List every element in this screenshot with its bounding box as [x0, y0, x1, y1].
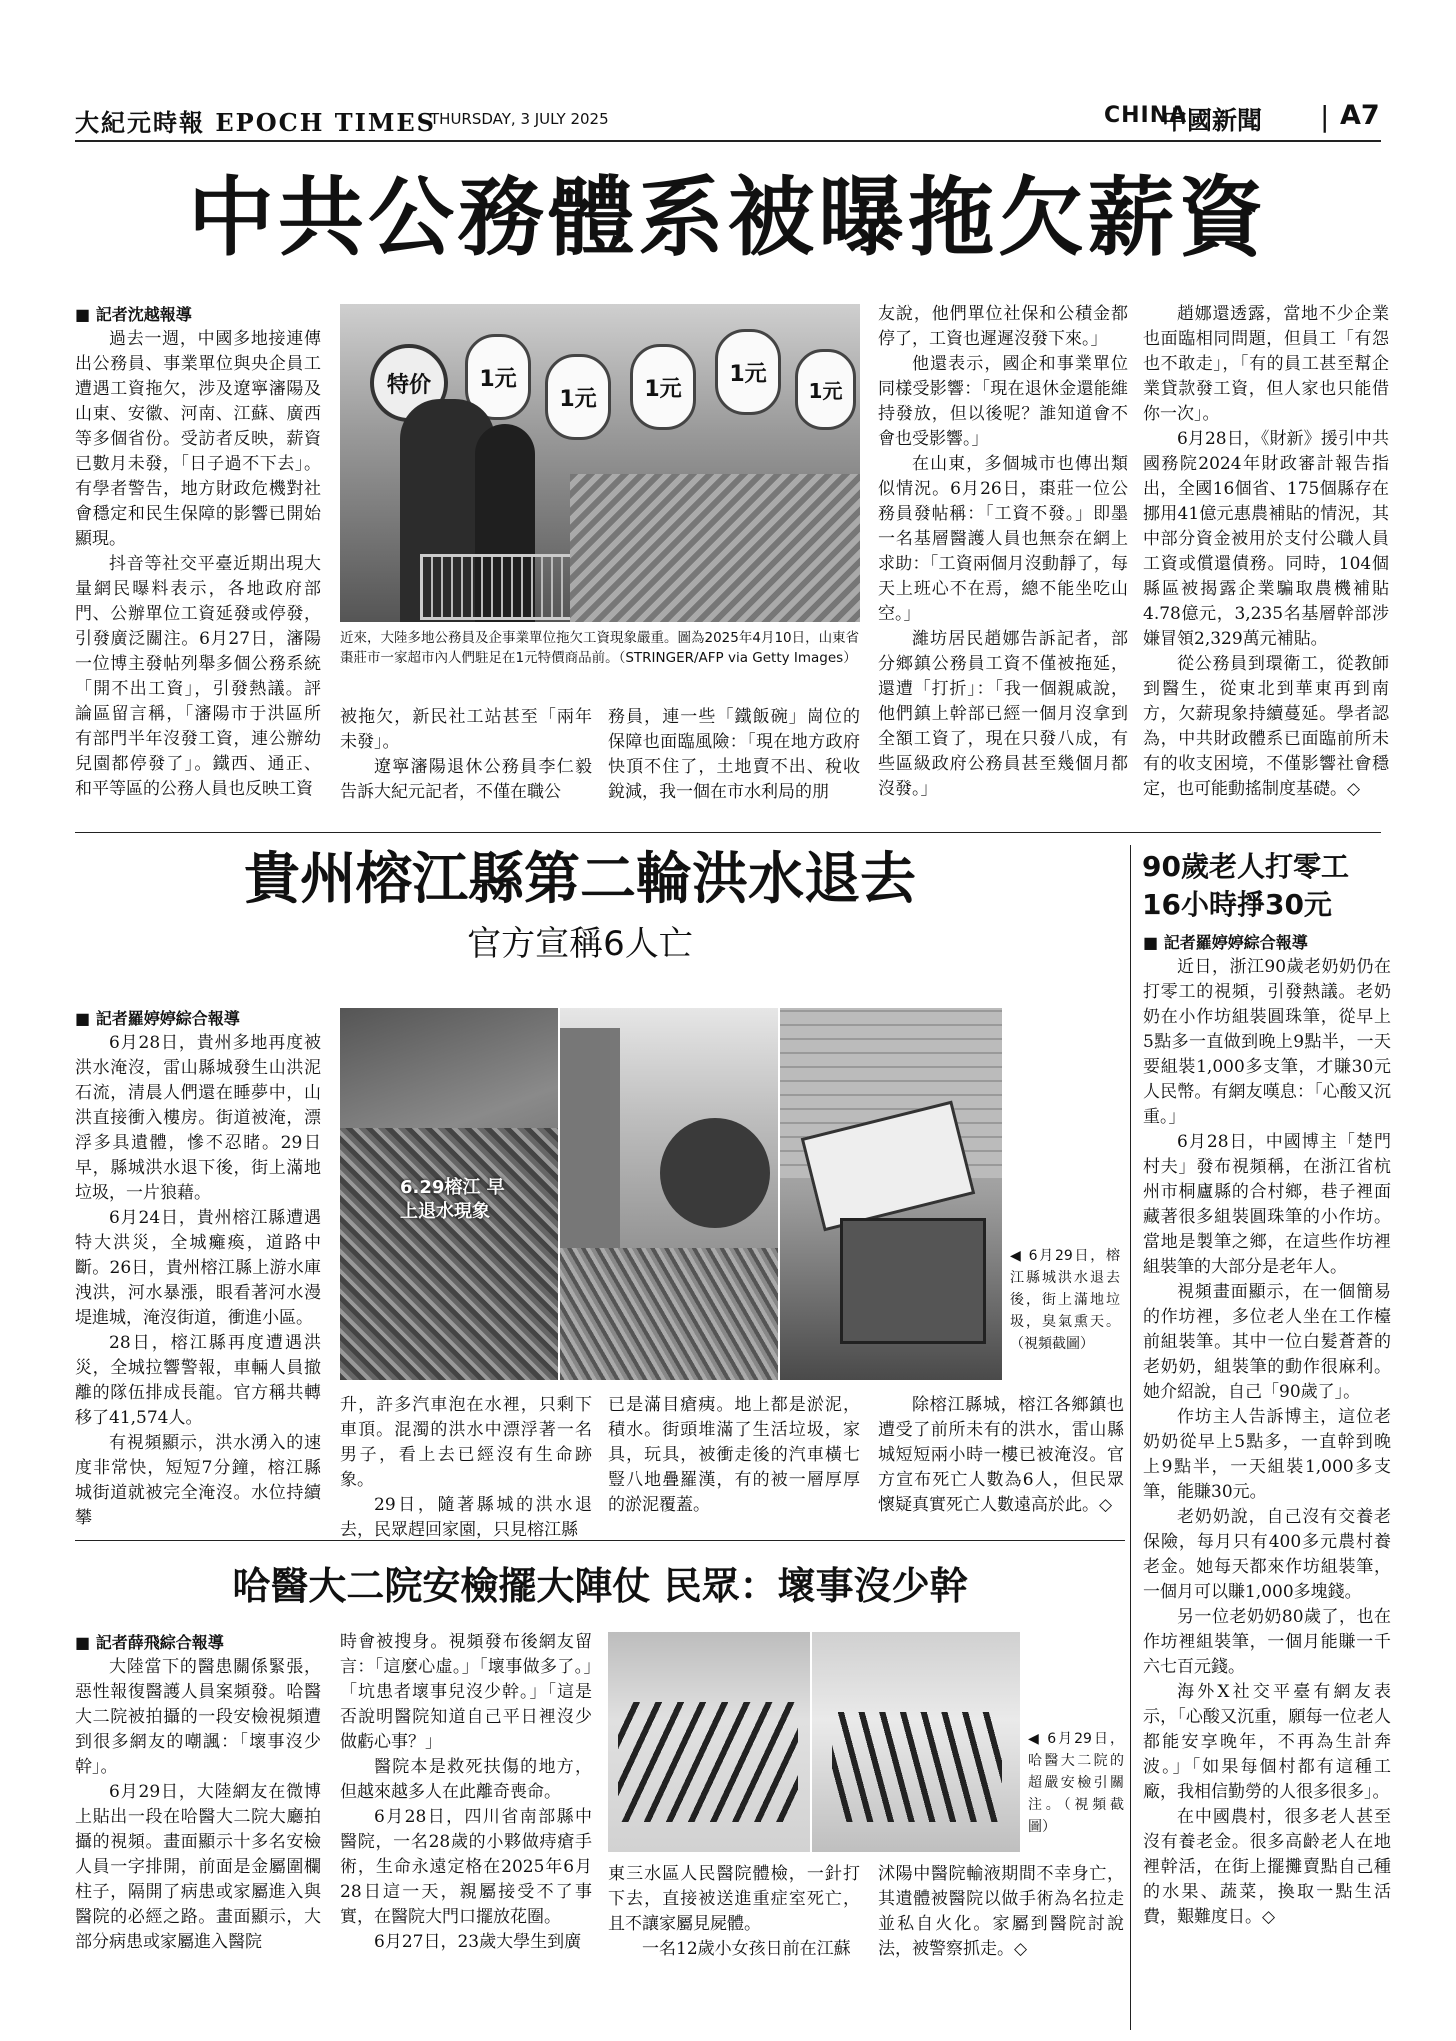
masthead-date: THURSDAY, 3 JULY 2025: [430, 110, 609, 128]
story4-p6: 另一位老奶奶80歲了，也在作坊裡組裝筆，一個月能賺一千六七百元錢。: [1143, 1607, 1391, 1677]
story4-body: [1143, 930, 1391, 2030]
price-sign-text: 1元: [808, 379, 843, 403]
story3-col2-p2: 醫院本是救死扶傷的地方，但越來越多人在此離奇喪命。: [340, 1757, 592, 1802]
story2-col4: [878, 1393, 1124, 1525]
story2-col3: [608, 1393, 860, 1525]
story2-byline: ■ 記者羅婷婷綜合報導: [75, 1006, 321, 1031]
hospital-photo-1: [608, 1632, 810, 1852]
story3-col1: [75, 1630, 321, 2030]
page-number: A7: [1340, 100, 1380, 131]
story1-col3-p1: 務員，連一些「鐵飯碗」崗位的保障也面臨風險：「現在地方政府快頂不住了，土地賣不出、稅收銳減，我一個在市水利局的朋: [608, 707, 860, 802]
story3-col2-p1: 時會被搜身。視頻發布後網友留言：「這麼心虛。」「壞事做多了。」「坑患者壞事兒沒少幹。」「這是否說明醫院知道自己平日裡沒少做虧心事？」: [340, 1632, 592, 1752]
story1-headline: 中共公務體系被曝拖欠薪資: [188, 168, 1268, 268]
price-sign: [795, 349, 856, 430]
price-sign: [545, 354, 611, 440]
story1-col5-p3: 從公務員到環衛工，從教師到醫生，從東北到華東再到南方，欠薪現象持續蔓延。學者認為，中共財政體系已面臨前所未有的收支困境，不僅影響社會穩定，也可能動搖制度基礎。◇: [1143, 654, 1389, 799]
story3-byline: ■ 記者薛飛綜合報導: [75, 1630, 321, 1655]
story3-col2: [340, 1630, 592, 2030]
story2-col1-p4: 有視頻顯示，洪水湧入的速度非常快，短短7分鐘，榕江縣城街道就被完全淹沒。水位持續攀: [75, 1433, 321, 1528]
story3-headline: 哈醫大二院安檢擺大陣仗 民眾：壞事沒少幹: [232, 1564, 968, 1608]
story3-col4-p1: 沭陽中醫院輸液期間不幸身亡，其遺體被醫院以做手術為名拉走並私自火化。家屬到醫院討說法，被警察抓走。◇: [878, 1864, 1124, 1959]
story2-photo-caption: ◀ 6月29日，榕江縣城洪水退去後，街上滿地垃圾，臭氣熏天。（視頻截圖）: [1010, 1248, 1120, 1352]
story4-p2: 6月28日，中國博主「楚門村夫」發布視頻稱，在浙江省杭州市桐廬縣的合村鄉，巷子裡面藏著很多組裝圓珠筆的小作坊。當地是製筆之鄉，在這些作坊裡組裝筆的大部分是老年人。: [1143, 1132, 1391, 1277]
flood-photo-3: [780, 1008, 1002, 1380]
story1-col5-p1: 趙娜還透露，當地不少企業也面臨相同問題，但員工「有怨也不敢走」，「有的員工甚至幫企業貸款發工資，但人家也只能借你一次」。: [1143, 304, 1389, 424]
tree-canopy: [660, 1118, 770, 1228]
story4-headline-line2: 16小時掙30元: [1142, 888, 1332, 921]
price-sign: [630, 344, 696, 430]
story4-p8: 在中國農村，很多老人甚至沒有養老金。很多高齡老人在地裡幹活，在街上擺攤賣點自己種的水果、蔬菜，換取一點生活費，艱難度日。◇: [1143, 1807, 1391, 1927]
story4-p3: 視頻畫面顯示，在一個簡易的作坊裡，多位老人坐在工作檯前組裝筆。其中一位白髮蒼蒼的老奶奶，組裝筆的動作很麻利。她介紹說，自己「90歲了」。: [1143, 1282, 1391, 1402]
story2-col2: [340, 1393, 592, 1540]
story3-col1-p1: 大陸當下的醫患關係緊張，惡性報復醫護人員案頻發。哈醫大二院被拍攝的一段安檢視頻遭到很多網友的嘲諷：「壞事沒少幹」。: [75, 1657, 321, 1777]
flood-photo-1: [340, 1008, 558, 1380]
story1-col1-p1: 過去一週，中國多地接連傳出公務員、事業單位與央企員工遭遇工資拖欠，涉及遼寧瀋陽及山東、安徽、河南、江蘇、廣西等多個省份。受訪者反映，薪資已數月未發，「日子過不下去」。有學者警告，地方財政危機對社會穩定和民生保障的影響已開始顯現。: [75, 329, 321, 549]
price-sign-text: 特价: [386, 372, 431, 398]
flood-photo-overlay: 6.29榕江 早上退水現象: [400, 1177, 505, 1222]
story1-col4-p4: 濰坊居民趙娜告訴記者，部分鄉鎮公務員工資不僅被拖延，還遭「打折」：「我一個親戚說，他們鎮上幹部已經一個月沒拿到全額工資了，現在只發八成，有些區級政府公務員甚至幾個月都沒發。」: [878, 629, 1128, 799]
story1-col5-p2: 6月28日，《財新》援引中共國務院2024年財政審計報告指出，全國16個省、175個縣存在挪用41億元惠農補貼的情況，其中部分資金被用於支付公職人員工資或償還債務。同時，104個縣區被揭露企業騙取農機補貼4.78億元，3,235名基層幹部涉嫌冒領2,329萬元補貼。: [1143, 429, 1389, 649]
masthead-logo: 大紀元時報 EPOCH TIMES: [75, 108, 437, 137]
story1-col2-p2: 遼寧瀋陽退休公務員李仁毅告訴大紀元記者，不僅在職公: [340, 757, 592, 802]
story1-col4-p1: 友說，他們單位社保和公積金都停了，工資也遲遲沒發下來。」: [878, 304, 1128, 349]
security-line: [618, 1702, 798, 1822]
story2-col1: [75, 1006, 321, 1526]
story1-col1-p2: 抖音等社交平臺近期出現大量網民曝料表示，各地政府部門、公辦單位工資延發或停發，引發廣泛關注。6月27日，瀋陽一位博主發帖列舉多個公務系統「開不出工資」，引發熱議。評論區留言稱，「瀋陽市于洪區所有部門半年沒發工資，連公辦幼兒園都停發了」。鐵西、通正、和平等區的公務人員也反映工資: [75, 554, 321, 799]
story1-supermarket-photo: [340, 304, 860, 622]
story2-col1-p3: 28日，榕江縣再度遭遇洪災，全城拉響警報，車輛人員撤離的隊伍排成長龍。官方稱共轉移了41,574人。: [75, 1333, 321, 1428]
sidebar-divider: [1130, 845, 1131, 2030]
story1-photo-caption: 近來，大陸多地公務員及企事業單位拖欠工資現象嚴重。圖為2025年4月10日，山東省棗莊市一家超市內人們駐足在1元特價商品前。（STRINGER/AFP via Getty Images）: [340, 630, 860, 666]
story2-col4-p1: 除榕江縣城，榕江各鄉鎮也遭受了前所未有的洪水，雷山縣城短短兩小時一樓已被淹沒。官方宣布死亡人數為6人，但民眾懷疑真實死亡人數遠高於此。◇: [878, 1395, 1124, 1515]
price-sign-text: 1元: [559, 386, 597, 412]
story4-p7: 海外X社交平臺有網友表示，「心酸又沉重，願每一位老人都能安享晚年，不再為生計奔波。」「如果每個村都有這種工廠，我相信勤勞的人很多很多」。: [1143, 1682, 1391, 1802]
story3-col2-p3: 6月28日，四川省南部縣中醫院，一名28歲的小夥做痔瘡手術，生命永遠定格在2025年6月28日這一天，親屬接受不了事實，在醫院大門口擺放花圈。: [340, 1807, 592, 1927]
story3-photo-caption: ◀ 6月29日，哈醫大二院的超嚴安檢引關注。（視頻截圖）: [1028, 1731, 1124, 1835]
debris-texture: [340, 1128, 558, 1380]
building-left: [560, 1028, 620, 1248]
story1-col4-p2: 他還表示，國企和事業單位同樣受影響：「現在退休金還能維持發放，但以後呢？誰知道會不會也受影響。」: [878, 354, 1128, 449]
story3-col2-p4: 6月27日，23歲大學生到廣: [374, 1932, 582, 1952]
story3-col3: [608, 1862, 860, 2032]
story1-col1: [75, 302, 321, 822]
story2-bottom-rule: [75, 1540, 1125, 1541]
story4-headline-line1: 90歲老人打零工: [1142, 850, 1349, 883]
truck-below: [840, 1218, 986, 1344]
story2-col2-p1: 升，許多汽車泡在水裡，只剩下車頂。混濁的洪水中漂浮著一名男子，看上去已經沒有生命跡象。: [340, 1395, 592, 1490]
story2-subhead: 官方宣稱6人亡: [467, 924, 693, 964]
produce-bins: [570, 474, 860, 622]
story3-col4: [878, 1862, 1124, 2032]
story4-p1: 近日，浙江90歲老奶奶仍在打零工的視頻，引發熱議。老奶奶在小作坊組裝圓珠筆，從早上5點多一直做到晚上9點半，一天要組裝1,000多支筆，才賺30元人民幣。有網友嘆息：「心酸又沉重。」: [1143, 957, 1391, 1127]
story4-p4: 作坊主人告訴博主，這位老奶奶從早上5點多，一直幹到晚上9點半，一天組裝1,000多支筆，能賺30元。: [1143, 1407, 1391, 1502]
page-separator: |: [1320, 100, 1330, 133]
security-line: [832, 1712, 1002, 1822]
story1-col2: [340, 705, 592, 825]
hospital-photo-2: [812, 1632, 1020, 1852]
story3-col3-p2: 一名12歲小女孩日前在江蘇: [642, 1939, 851, 1959]
price-sign: [715, 329, 781, 415]
story3-col3-p1: 東三水區人民醫院體檢，一針打下去，直接被送進重症室死亡，且不讓家屬見屍體。: [608, 1864, 860, 1934]
story2-headline: 貴州榕江縣第二輪洪水退去: [244, 847, 916, 912]
masthead-rule: [75, 140, 1381, 142]
flood-photo-2: [560, 1008, 778, 1380]
price-sign-text: 1元: [479, 366, 517, 392]
story4-p5: 老奶奶說，自己沒有交養老保險，每月只有400多元農村養老金。她每天都來作坊組裝筆，一個月可以賺1,000多塊錢。: [1143, 1507, 1391, 1602]
story1-col4-p3: 在山東，多個城市也傳出類似情況。6月26日，棗莊一位公務員發帖稱：「工資不發。」即墨一名基層醫護人員也無奈在網上求助：「工資兩個月沒動靜了，每天上班心不在焉，總不能坐吃山空。」: [878, 454, 1128, 624]
story4-byline: ■ 記者羅婷婷綜合報導: [1143, 930, 1391, 955]
price-sign-text: 1元: [644, 376, 682, 402]
story4-headline: [1142, 848, 1402, 924]
section-label-zh: 中國新聞: [1162, 106, 1263, 135]
story1-bottom-rule: [75, 832, 1381, 833]
story1-col2-p1: 被拖欠，新民社工站甚至「兩年未發」。: [340, 707, 592, 752]
story1-col3: [608, 705, 860, 825]
story2-col1-p2: 6月24日，貴州榕江縣遭遇特大洪災，全城癱瘓，道路中斷。26日，貴州榕江縣上游水庫洩洪，河水暴漲，眼看著河水漫堤進城，淹沒街道，衝進小區。: [75, 1208, 321, 1328]
story1-byline: ■ 記者沈越報導: [75, 302, 321, 327]
story1-col4: [878, 302, 1128, 824]
story2-col2-p2: 29日，隨著縣城的洪水退去，民眾趕回家園，只見榕江縣: [340, 1495, 592, 1540]
story1-col5: [1143, 302, 1389, 824]
story3-col1-p2: 6月29日，大陸網友在微博上貼出一段在哈醫大二院大廳拍攝的視頻。畫面顯示十多名安檢人員一字排開，前面是金屬圍欄柱子，隔開了病患或家屬進入與醫院的必經之路。畫面顯示，大部分病患或家屬進入醫院: [75, 1782, 321, 1952]
price-sign-text: 1元: [729, 361, 767, 387]
section-label-en: CHINA: [1104, 103, 1188, 128]
story2-col1-p1: 6月28日，貴州多地再度被洪水淹沒，雷山縣城發生山洪泥石流，清晨人們還在睡夢中，山洪直接衝入樓房。街道被淹，漂浮多具遺體，慘不忍睹。29日早，縣城洪水退下後，街上滿地垃圾，一片狼藉。: [75, 1033, 321, 1203]
debris-street: [560, 1248, 778, 1380]
story2-col3-p1: 已是滿目瘡痍。地上都是淤泥，積水。街頭堆滿了生活垃圾，家具，玩具，被衝走後的汽車橫七豎八地疊羅漢，有的被一層厚厚的淤泥覆蓋。: [608, 1395, 860, 1515]
